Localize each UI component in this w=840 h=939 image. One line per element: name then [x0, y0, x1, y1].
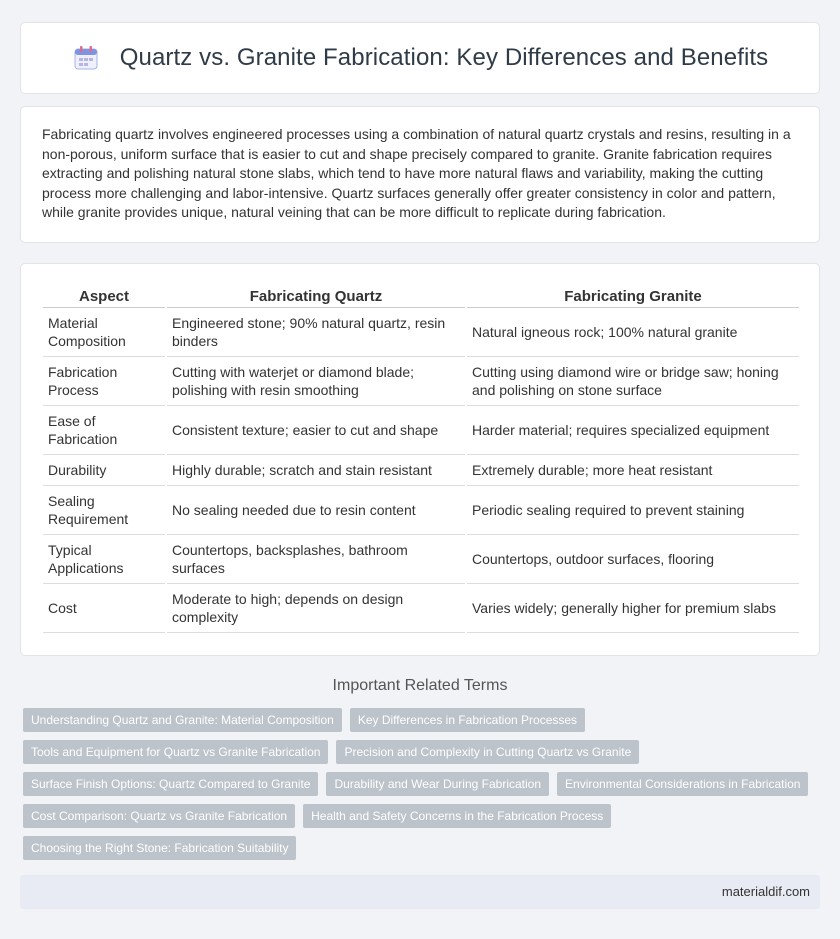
cell-quartz: Countertops, backsplashes, bathroom surfaces — [166, 535, 466, 584]
cell-granite: Harder material; requires specialized equipment — [466, 406, 799, 455]
related-term-tag[interactable]: Understanding Quartz and Granite: Material Composition — [23, 708, 342, 732]
table-row — [43, 455, 799, 486]
comparison-table-card — [20, 263, 820, 656]
cell-aspect: Ease of Fabrication — [43, 406, 166, 455]
table-row — [43, 535, 799, 584]
table-row — [43, 308, 799, 357]
footer — [20, 875, 820, 909]
tag-row — [23, 836, 823, 860]
cell-granite: Periodic sealing required to prevent staining — [466, 486, 799, 535]
cell-granite: Cutting using diamond wire or bridge saw; honing and polishing on stone surface — [466, 357, 799, 406]
cell-granite: Countertops, outdoor surfaces, flooring — [466, 535, 799, 584]
cell-aspect: Typical Applications — [43, 535, 166, 584]
cell-quartz: Moderate to high; depends on design complexity — [166, 584, 466, 633]
header-card — [20, 22, 820, 94]
cell-aspect: Cost — [43, 584, 166, 633]
footer-site-link[interactable]: materialdif.com — [721, 884, 810, 899]
cell-granite: Natural igneous rock; 100% natural granite — [466, 308, 799, 357]
table-row — [43, 357, 799, 406]
related-term-tag[interactable]: Choosing the Right Stone: Fabrication Suitability — [23, 836, 296, 860]
header-granite: Fabricating Granite — [466, 282, 799, 308]
cell-quartz: Cutting with waterjet or diamond blade; polishing with resin smoothing — [166, 357, 466, 406]
tag-row — [23, 772, 823, 796]
table-row — [43, 584, 799, 633]
related-term-tag[interactable]: Health and Safety Concerns in the Fabrication Process — [303, 804, 611, 828]
tag-row — [23, 708, 823, 732]
cell-quartz: Consistent texture; easier to cut and shape — [166, 406, 466, 455]
intro-card — [20, 106, 820, 243]
table-row — [43, 406, 799, 455]
related-term-tag[interactable]: Environmental Considerations in Fabrication — [557, 772, 808, 796]
header-quartz: Fabricating Quartz — [166, 282, 466, 308]
cell-quartz: Engineered stone; 90% natural quartz, resin binders — [166, 308, 466, 357]
table-row — [43, 486, 799, 535]
title-wrap — [72, 44, 769, 72]
cell-granite: Varies widely; generally higher for premium slabs — [466, 584, 799, 633]
cell-quartz: No sealing needed due to resin content — [166, 486, 466, 535]
calendar-icon — [72, 44, 100, 72]
comparison-table — [43, 282, 799, 633]
related-term-tag[interactable]: Durability and Wear During Fabrication — [326, 772, 549, 796]
cell-quartz: Highly durable; scratch and stain resistant — [166, 455, 466, 486]
cell-aspect: Material Composition — [43, 308, 166, 357]
related-term-tag[interactable]: Cost Comparison: Quartz vs Granite Fabrication — [23, 804, 295, 828]
cell-aspect: Durability — [43, 455, 166, 486]
cell-granite: Extremely durable; more heat resistant — [466, 455, 799, 486]
related-term-tag[interactable]: Key Differences in Fabrication Processes — [350, 708, 585, 732]
related-term-tag[interactable]: Precision and Complexity in Cutting Quartz vs Granite — [336, 740, 639, 764]
tag-row — [23, 804, 823, 828]
related-term-tag[interactable]: Tools and Equipment for Quartz vs Granite Fabrication — [23, 740, 328, 764]
cell-aspect: Sealing Requirement — [43, 486, 166, 535]
related-term-tag[interactable]: Surface Finish Options: Quartz Compared to Granite — [23, 772, 318, 796]
tag-row — [23, 740, 823, 764]
page-title: Quartz vs. Granite Fabrication: Key Differences and Benefits — [119, 44, 769, 71]
header-aspect: Aspect — [43, 282, 166, 308]
table-header-row — [43, 282, 799, 308]
cell-aspect: Fabrication Process — [43, 357, 166, 406]
related-terms-list — [23, 708, 823, 868]
intro-paragraph: Fabricating quartz involves engineered processes using a combination of natural quartz crystals and resins, resulting in a non-porous, uniform surface that is easier to cut and shape precisely compared to granite. Granite fabrication requires extracting and polishing natural stone slabs, which tend to have more natural flaws and variability, making the cutting process more challenging and labor-intensive. Quartz surfaces generally offer greater consistency in color and pattern, while granite provides unique, natural veining that can be more difficult to replicate during fabrication. — [42, 126, 791, 221]
related-terms-heading: Important Related Terms — [332, 677, 508, 694]
